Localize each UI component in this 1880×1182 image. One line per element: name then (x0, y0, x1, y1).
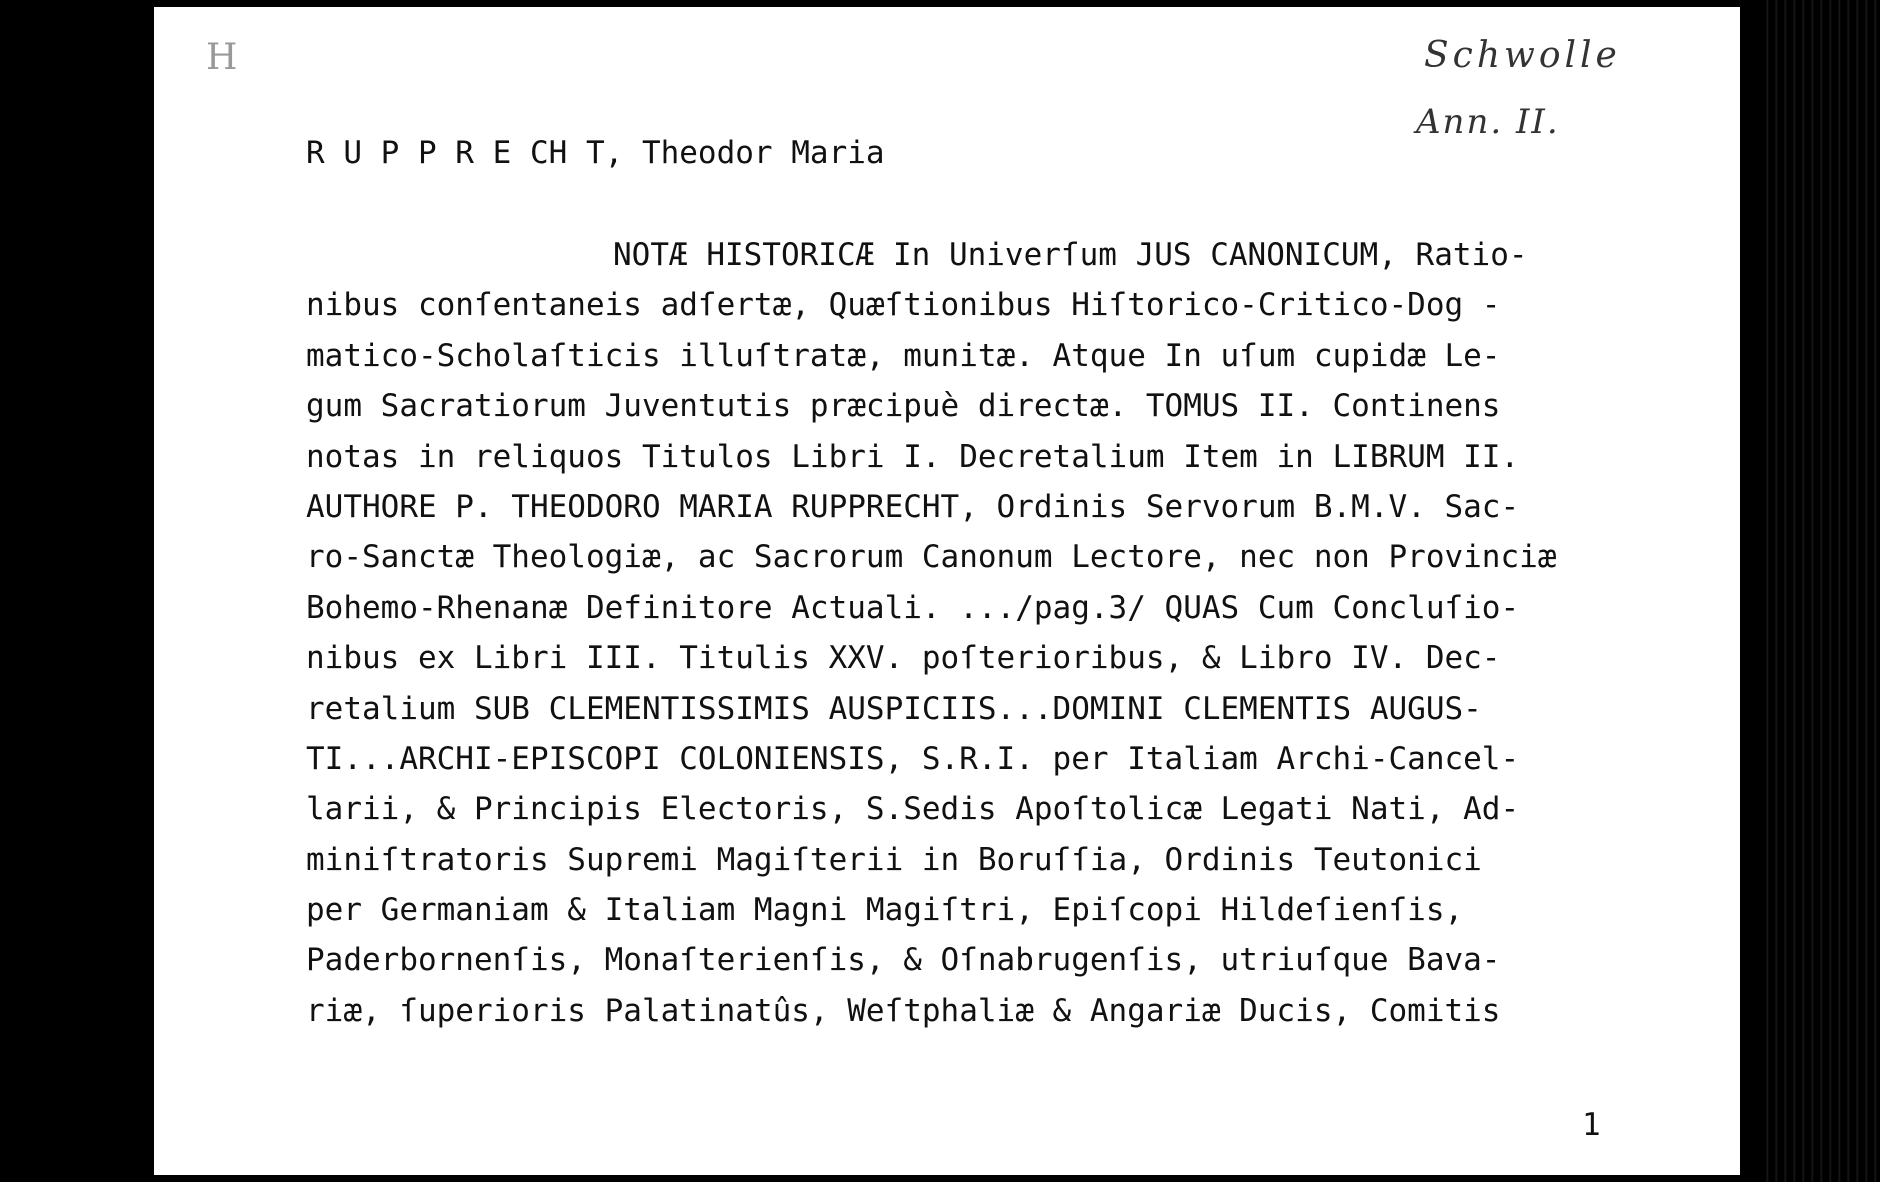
text-line: riæ, ſuperioris Palatinatûs, Weſtphaliæ & Angariæ Ducis, Comitis (306, 992, 1501, 1029)
text-line: Bohemo-Rhenanæ Definitore Actuali. .../pag.3/ QUAS Cum Concluſio- (306, 589, 1520, 626)
text-line: larii, & Principis Electoris, S.Sedis Apoſtolicæ Legati Nati, Ad- (306, 791, 1520, 828)
text-line: Paderbornenſis, Monaſterienſis, & Oſnabrugenſis, utriuſque Bava- (306, 942, 1501, 979)
text-line: matico-Scholaſticis illuſtratæ, munitæ. Atque In uſum cupidæ Le- (306, 337, 1501, 374)
text-line: TI...ARCHI-EPISCOPI COLONIENSIS, S.R.I. per Italiam Archi-Cancel- (306, 740, 1520, 777)
margin-mark: H (206, 37, 240, 78)
text-line: notas in reliquos Titulos Libri I. Decretalium Item in LIBRUM II. (306, 438, 1520, 475)
catalog-card (154, 7, 1740, 1175)
author-heading: R U P P R E CH T, Theodor Maria (306, 135, 885, 171)
handwritten-annotation-name: Schwolle (1424, 35, 1621, 76)
scan-border-strip (1760, 0, 1880, 1182)
title-description (306, 230, 1726, 1036)
text-line: miniſtratoris Supremi Magiſterii in Boruſſia, Ordinis Teutonici (306, 841, 1482, 878)
text-line: nibus ex Libri III. Titulis XXV. poſterioribus, & Libro IV. Dec- (306, 640, 1501, 677)
text-line: ro-Sanctæ Theologiæ, ac Sacrorum Canonum Lectore, nec non Provinciæ (306, 539, 1557, 576)
handwritten-annotation-volume: Ann. II. (1416, 102, 1560, 142)
text-line: nibus conſentaneis adſertæ, Quæſtionibus Hiſtorico-Critico-Dog - (306, 287, 1501, 324)
page-number: 1 (1582, 1107, 1601, 1143)
text-line: retalium SUB CLEMENTISSIMIS AUSPICIIS...DOMINI CLEMENTIS AUGUS- (306, 690, 1482, 727)
text-line: NOTÆ HISTORICÆ In Univerſum JUS CANONICUM, Ratio- (613, 237, 1528, 273)
text-line: AUTHORE P. THEODORO MARIA RUPPRECHT, Ordinis Servorum B.M.V. Sac- (306, 488, 1520, 525)
text-line: gum Sacratiorum Juventutis præcipuè directæ. TOMUS II. Continens (306, 388, 1501, 425)
text-line: per Germaniam & Italiam Magni Magiſtri, Epiſcopi Hildeſienſis, (306, 892, 1464, 929)
